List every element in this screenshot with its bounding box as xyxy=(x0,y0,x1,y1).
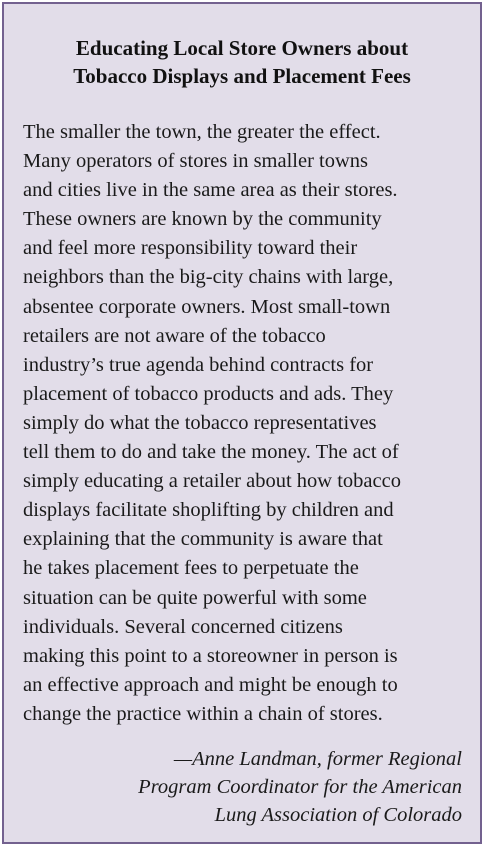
body-line: explaining that the community is aware that xyxy=(23,528,383,551)
body-line: and feel more responsibility toward their xyxy=(23,237,358,260)
body-line: Many operators of stores in smaller towns xyxy=(23,150,369,173)
body-line: simply do what the tobacco representatives xyxy=(23,411,377,434)
title-line: Tobacco Displays and Placement Fees xyxy=(73,64,411,88)
body-line: situation can be quite powerful with some xyxy=(23,586,367,609)
attribution-line: —Anne Landman, former Regional xyxy=(173,748,462,770)
body-line: change the practice within a chain of stores. xyxy=(23,702,383,725)
body-line: absentee corporate owners. Most small-town xyxy=(23,295,391,318)
body-line: making this point to a storeowner in person is xyxy=(23,644,398,667)
attribution-line: Lung Association of Colorado xyxy=(214,804,462,826)
body-line: retailers are not aware of the tobacco xyxy=(23,324,326,347)
body-text xyxy=(23,118,473,729)
body-line: individuals. Several concerned citizens xyxy=(23,615,343,638)
body-line: These owners are known by the community xyxy=(23,208,382,231)
body-line: placement of tobacco products and ads. They xyxy=(23,382,394,405)
body-line: simply educating a retailer about how tobacco xyxy=(23,470,401,493)
body-line: tell them to do and take the money. The act of xyxy=(23,441,399,464)
box-title xyxy=(4,34,480,90)
body-line: The smaller the town, the greater the effect. xyxy=(23,121,381,143)
body-line: displays facilitate shoplifting by children and xyxy=(23,499,394,522)
body-line: neighbors than the big-city chains with large, xyxy=(23,266,394,289)
body-line: industry’s true agenda behind contracts for xyxy=(23,353,374,376)
sidebar-box xyxy=(2,2,482,844)
body-line: he takes placement fees to perpetuate the xyxy=(23,557,359,580)
title-line: Educating Local Store Owners about xyxy=(75,36,409,60)
attribution-line: Program Coordinator for the American xyxy=(138,776,462,798)
body-line: an effective approach and might be enough to xyxy=(23,673,398,696)
attribution xyxy=(138,745,462,829)
body-line: and cities live in the same area as their stores. xyxy=(23,179,398,202)
